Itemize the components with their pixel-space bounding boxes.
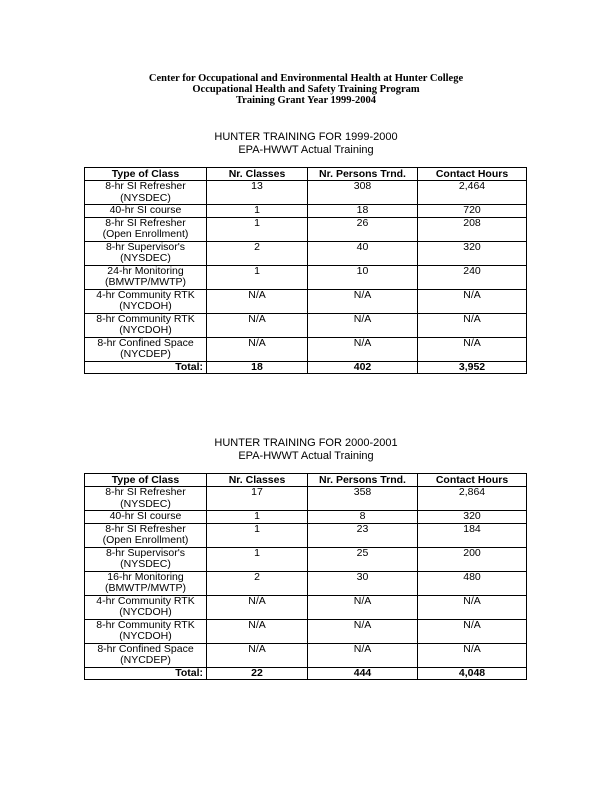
persons-cell: N/A — [308, 643, 418, 667]
classes-cell: N/A — [207, 619, 308, 643]
hours-cell: 208 — [418, 217, 527, 241]
total-persons: 402 — [308, 361, 418, 373]
table-row — [85, 241, 527, 265]
class-type-name: 8-hr SI Refresher — [105, 180, 186, 192]
hours-cell: 320 — [418, 241, 527, 265]
persons-cell: 26 — [308, 217, 418, 241]
classes-cell: N/A — [207, 595, 308, 619]
table-row — [85, 643, 527, 667]
header-line-1: Center for Occupational and Environmental Health at Hunter College — [148, 73, 464, 84]
class-type-name: 16-hr Monitoring — [107, 570, 184, 583]
header-line-3: Training Grant Year 1999-2004 — [235, 95, 377, 106]
training-table — [84, 473, 527, 680]
section-title-1999 — [0, 131, 612, 156]
persons-cell: 40 — [308, 241, 418, 265]
hours-cell: 480 — [418, 571, 527, 595]
classes-cell: 1 — [207, 217, 308, 241]
class-type-name: 40-hr SI course — [109, 510, 182, 522]
class-type-agency: (BMWTP/MWTP) — [104, 582, 187, 594]
total-persons: 444 — [308, 667, 418, 679]
persons-cell: 358 — [308, 487, 418, 511]
total-label: Total: — [85, 361, 207, 373]
class-type-name: 8-hr Supervisor's — [105, 546, 186, 559]
classes-cell: 1 — [207, 265, 308, 289]
section-title: HUNTER TRAINING FOR 2000-2001 — [214, 437, 398, 449]
class-type-agency: (Open Enrollment) — [102, 534, 189, 546]
table-row — [85, 523, 527, 547]
table-row — [85, 571, 527, 595]
class-type-cell — [85, 289, 207, 313]
class-type-name: 8-hr SI Refresher — [105, 486, 186, 498]
class-type-cell — [85, 643, 207, 667]
table-row — [85, 217, 527, 241]
table-row — [85, 619, 527, 643]
class-type-name: 8-hr Confined Space — [97, 642, 194, 655]
classes-cell: 1 — [207, 205, 308, 218]
class-type-cell — [85, 265, 207, 289]
hours-cell: N/A — [418, 643, 527, 667]
classes-cell: 1 — [207, 511, 308, 524]
persons-cell: 25 — [308, 547, 418, 571]
total-classes: 22 — [207, 667, 308, 679]
persons-cell: N/A — [308, 313, 418, 337]
class-type-agency: (NYCDEP) — [120, 348, 171, 360]
column-header: Nr. Persons Trnd. — [308, 168, 418, 181]
classes-cell: N/A — [207, 313, 308, 337]
column-header: Contact Hours — [418, 474, 527, 487]
class-type-name: 4-hr Community RTK — [96, 288, 195, 301]
table-row — [85, 181, 527, 205]
classes-cell: 1 — [207, 523, 308, 547]
class-type-cell — [85, 205, 207, 218]
class-type-cell — [85, 595, 207, 619]
column-header: Contact Hours — [418, 168, 527, 181]
class-type-cell — [85, 241, 207, 265]
persons-cell: N/A — [308, 289, 418, 313]
class-type-agency: (NYSDEC) — [120, 558, 171, 570]
class-type-agency: (BMWTP/MWTP) — [104, 276, 187, 288]
class-type-cell — [85, 511, 207, 524]
class-type-name: 40-hr SI course — [109, 204, 182, 216]
table-row — [85, 337, 527, 361]
class-type-agency: (NYSDEC) — [120, 252, 171, 264]
document-header — [0, 73, 612, 106]
header-line-2: Occupational Health and Safety Training Program — [192, 84, 420, 95]
class-type-cell — [85, 181, 207, 205]
total-hours: 3,952 — [418, 361, 527, 373]
hours-cell: N/A — [418, 337, 527, 361]
table-row — [85, 511, 527, 524]
class-type-cell — [85, 217, 207, 241]
hours-cell: N/A — [418, 595, 527, 619]
class-type-cell — [85, 547, 207, 571]
persons-cell: 23 — [308, 523, 418, 547]
table-header-row — [85, 474, 527, 487]
class-type-agency: (NYCDOH) — [119, 324, 172, 336]
hours-cell: 2,464 — [418, 181, 527, 205]
persons-cell: 8 — [308, 511, 418, 524]
class-type-cell — [85, 337, 207, 361]
class-type-name: 8-hr Confined Space — [97, 336, 194, 349]
class-type-agency: (NYCDEP) — [120, 654, 171, 666]
table-row — [85, 265, 527, 289]
hours-cell: 240 — [418, 265, 527, 289]
class-type-cell — [85, 619, 207, 643]
classes-cell: N/A — [207, 289, 308, 313]
total-hours: 4,048 — [418, 667, 527, 679]
table-row — [85, 595, 527, 619]
class-type-agency: (NYCDOH) — [119, 606, 172, 618]
classes-cell: 2 — [207, 571, 308, 595]
section-subtitle: EPA-HWWT Actual Training — [238, 143, 374, 156]
total-row — [85, 667, 527, 679]
table-row — [85, 487, 527, 511]
class-type-agency: (NYSDEC) — [120, 497, 171, 510]
class-type-agency: (NYCDOH) — [119, 300, 172, 312]
persons-cell: 18 — [308, 205, 418, 218]
class-type-name: 8-hr Supervisor's — [105, 240, 186, 253]
hours-cell: N/A — [418, 289, 527, 313]
persons-cell: 30 — [308, 571, 418, 595]
hours-cell: 2,864 — [418, 487, 527, 511]
total-row — [85, 361, 527, 373]
persons-cell: N/A — [308, 595, 418, 619]
class-type-agency: (NYSDEC) — [120, 191, 171, 204]
persons-cell: 308 — [308, 181, 418, 205]
table-row — [85, 205, 527, 218]
persons-cell: N/A — [308, 337, 418, 361]
persons-cell: N/A — [308, 619, 418, 643]
column-header: Nr. Classes — [207, 168, 308, 181]
class-type-name: 8-hr SI Refresher — [105, 522, 186, 535]
classes-cell: N/A — [207, 643, 308, 667]
table-row — [85, 313, 527, 337]
class-type-name: 8-hr Community RTK — [96, 312, 195, 325]
class-type-name: 24-hr Monitoring — [107, 264, 184, 277]
total-classes: 18 — [207, 361, 308, 373]
classes-cell: 13 — [207, 181, 308, 205]
class-type-cell — [85, 523, 207, 547]
hours-cell: 184 — [418, 523, 527, 547]
section-title-2000 — [0, 437, 612, 462]
classes-cell: N/A — [207, 337, 308, 361]
column-header: Type of Class — [85, 474, 207, 487]
section-subtitle: EPA-HWWT Actual Training — [238, 449, 374, 462]
classes-cell: 17 — [207, 487, 308, 511]
hours-cell: N/A — [418, 313, 527, 337]
class-type-cell — [85, 487, 207, 511]
hours-cell: 720 — [418, 205, 527, 218]
classes-cell: 1 — [207, 547, 308, 571]
persons-cell: 10 — [308, 265, 418, 289]
hours-cell: 320 — [418, 511, 527, 524]
table-header-row — [85, 168, 527, 181]
hours-cell: N/A — [418, 619, 527, 643]
training-table — [84, 167, 527, 374]
class-type-name: 8-hr SI Refresher — [105, 216, 186, 229]
class-type-name: 8-hr Community RTK — [96, 618, 195, 631]
table-row — [85, 547, 527, 571]
hours-cell: 200 — [418, 547, 527, 571]
table-row — [85, 289, 527, 313]
class-type-agency: (Open Enrollment) — [102, 228, 189, 240]
class-type-agency: (NYCDOH) — [119, 630, 172, 642]
class-type-name: 4-hr Community RTK — [96, 594, 195, 607]
total-label: Total: — [85, 667, 207, 679]
column-header: Nr. Persons Trnd. — [308, 474, 418, 487]
column-header: Type of Class — [85, 168, 207, 181]
class-type-cell — [85, 571, 207, 595]
column-header: Nr. Classes — [207, 474, 308, 487]
section-title: HUNTER TRAINING FOR 1999-2000 — [214, 131, 398, 143]
classes-cell: 2 — [207, 241, 308, 265]
class-type-cell — [85, 313, 207, 337]
